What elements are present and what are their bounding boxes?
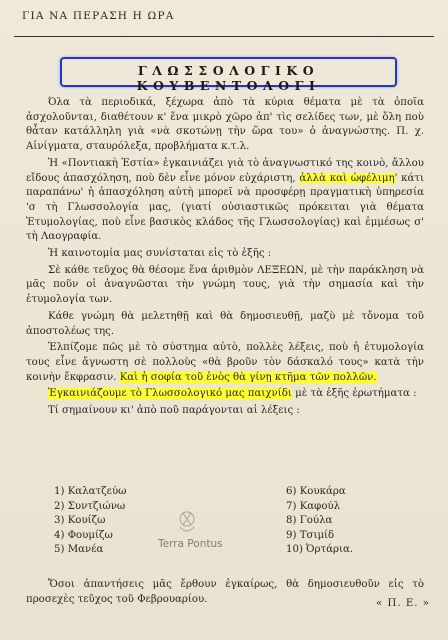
paragraph-2 <box>26 157 424 245</box>
highlight-game: Ἐγκαινιάζουμε τὸ Γλωσσολογικό μας παιχνίδι <box>48 388 292 400</box>
signature: « Π. Ε. » <box>376 598 430 609</box>
word-item: 3) Κουίζω <box>54 515 106 527</box>
running-header: ΓΙΑ ΝΑ ΠΕΡΑΣΗ Η ΩΡΑ <box>22 10 175 22</box>
word-item: 1) Καλατζεύω <box>54 486 127 497</box>
closing-text: Ὅσοι ἀπαντήσεις μᾶς ἔρθουν ἐγκαίρως, θὰ δημοσιευθοῦν εἰς τὸ προσεχὲς τεῦχος τοῦ Φεβρουαρίου. <box>26 579 424 605</box>
word-item: 10) Ὀρτάρια. <box>286 544 354 556</box>
paragraph-3: Ἡ καινοτομία μας συνίσταται εἰς τὸ ἑξῆς : <box>48 248 272 260</box>
paragraph-6-text-a: Ἐλπίζομε πῶς μὲ τὸ σύστημα αὐτὸ, πολλὲς λέξεις, ποὺ ἡ ἐτυμολογία τους εἶνε ἄγνωστη σὲ πολλοὺς «θὰ βροῦν τὸν δάσκαλό τους» κατὰ τὴν κοινὴν ἔκφρασιν. <box>26 342 424 383</box>
highlight-useful: ἀλλὰ καὶ ὠφέλιμη <box>299 172 395 184</box>
word-item: 9) Τσιμίδ <box>286 529 335 541</box>
word-item: 5) Μανέα <box>54 544 104 556</box>
word-item: 6) Κουκάρα <box>286 486 346 497</box>
article-body <box>26 96 424 421</box>
article-title: ΓΛΩΣΣΟΛΟΓΙΚΟ ΚΟΥΒΕΝΤΟΛΟΓΙ <box>136 63 321 93</box>
paragraph-2-text-b: ' κάτι παραπάνω' ἡ ἀπασχόληση αὐτὴ μπορεῖ νὰ προσφέρῃ πραγματικὴ ὑπηρεσία 'σ τὴ Γλωσσολογία μας, (γιατί οὐσιαστικῶς πρόκειται γιὰ θέματα Ἐτυμολογίας, ποὺ εἶνε βασικὸς κλάδος τῆς Γλωσσολογίας) καὶ ἐμμέσως σ' τὴ Λαογραφία. <box>26 172 424 243</box>
paragraph-5: Κάθε γνώμη θὰ μελετηθῇ καὶ θὰ δημοσιευθῇ, μαζὺ μὲ τὄνομα τοῦ ἀποστολέως της. <box>26 310 424 337</box>
word-item: 4) Φουμίζω <box>54 529 113 541</box>
highlight-wisdom: Καὶ ἡ σοφία τοῦ ἑνὸς θὰ γίνῃ κτῆμα τῶν πολλῶν. <box>119 371 377 383</box>
paragraph-2-text-a: Ἡ «Ποντιακὴ Ἑστία» ἐγκαινιάζει γιὰ τὸ ἀναγνωστικό της κοινὸ, ἄλλου εἴδους ἀπασχόληση, ποὺ δὲν εἶνε μόνον εὐχάριστη, <box>26 157 424 184</box>
paragraph-8: Τί σημαίνουν κι' ἀπὸ ποῦ παράγονται αἱ λέξεις : <box>48 405 300 417</box>
header-rule <box>14 36 434 37</box>
word-item: 8) Γούλα <box>286 515 333 527</box>
closing-paragraph <box>26 578 424 609</box>
title-box <box>60 57 397 93</box>
paragraph-1: Όλα τὰ περιοδικά, ξέχωρα ἀπὸ τὰ κύρια θέματα μὲ τὰ ὁποῖα ἀσχολοῦνται, διαθέτουν κ' ἕνα μικρὸ χῶρο ἀπ' τὶς σελίδες των, μὲ ὅλη ποὺ θἆταν κατάλληλη γιὰ «νὰ σκοτώνῃ τὴν ὥρα του» ὁ ἀναγνώστης. Π. χ. Αἰνίγματα, σταυρόλεξα, προβλήματα κ.τ.λ. <box>26 97 424 153</box>
word-item: 2) Συντζιώνω <box>54 500 126 512</box>
paragraph-7 <box>26 387 424 402</box>
word-list-right <box>286 485 416 558</box>
paragraph-7-text-b: μὲ τὰ ἑξῆς ἐρωτήματα : <box>291 388 417 400</box>
watermark-text: Terra Pontus <box>158 538 223 550</box>
word-item: 7) Καφούλ <box>286 500 341 512</box>
paragraph-4: Σὲ κάθε τεῦχος θὰ θέσομε ἕνα ἀριθμὸν ΛΕΞΕΩΝ, μὲ τὴν παράκληση νὰ μᾶς ποῦν οἱ ἀναγνῶσται τὴν γνώμη τους, γιὰ τὴν σημασία καὶ τὴν ἐτυμολογία των. <box>26 264 424 306</box>
paragraph-6 <box>26 341 424 385</box>
